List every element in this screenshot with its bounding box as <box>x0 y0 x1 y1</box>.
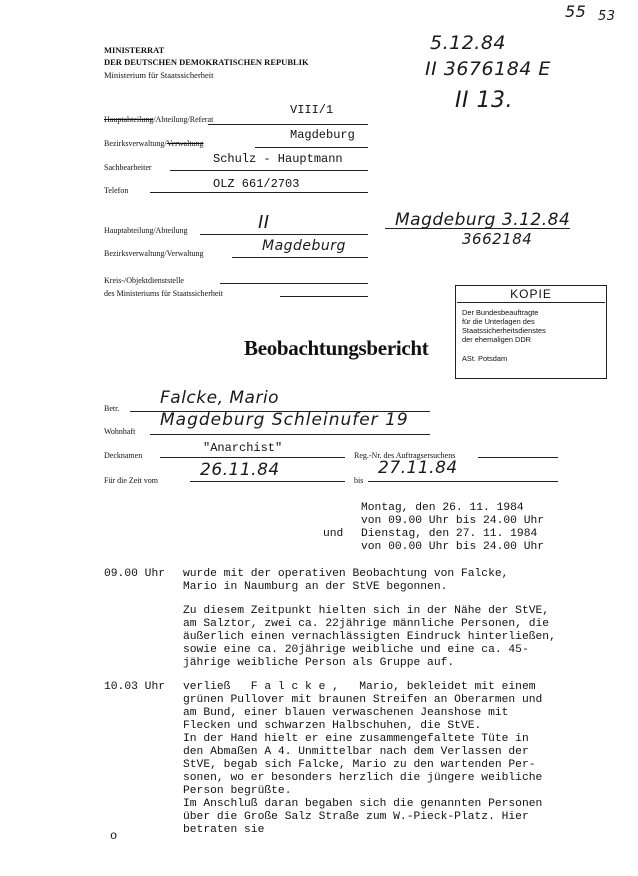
entry-2-line-9: Person begrüßte. <box>183 785 292 797</box>
label-kreisdienststelle: Kreis-/Objektdienststelle <box>104 276 184 285</box>
label-betreff: Betr. <box>104 404 120 413</box>
value-abteilung: VIII/1 <box>290 103 334 117</box>
entry-2-line-8: sonen, wo er besonders herzlich die jüngere weibliche <box>183 772 543 784</box>
period-line-1: Montag, den 26. 11. 1984 <box>361 502 524 514</box>
entry-2-line-3: am Bund, einer blauen verwaschenen Jeanshose mit <box>183 707 509 719</box>
entry-1-line-2: Mario in Naumburg an der StVE begonnen. <box>183 581 448 593</box>
handwritten-address: Magdeburg Schleinufer 19 <box>160 410 409 430</box>
handwritten-date-to: 27.11.84 <box>378 458 458 478</box>
stamp-line-1: Der Bundesbeauftragte <box>462 308 539 317</box>
label-wohnhaft: Wohnhaft <box>104 427 136 436</box>
value-bezirksverwaltung: Magdeburg <box>290 128 355 142</box>
footer-mark: o <box>110 829 118 843</box>
handwritten-bezirk: Magdeburg <box>262 238 346 254</box>
handwritten-number: 3662184 <box>462 230 533 248</box>
label-kreisdienststelle-2: des Ministeriums für Staatssicherheit <box>104 289 223 298</box>
handwritten-city-date: Magdeburg 3.12.84 <box>395 210 571 230</box>
value-deckname: "Anarchist" <box>203 441 283 455</box>
stamp-line-5: ASt. Potsdam <box>462 354 508 363</box>
header-line-2: DER DEUTSCHEN DEMOKRATISCHEN REPUBLIK <box>104 57 309 67</box>
value-telefon: OLZ 661/2703 <box>213 177 300 191</box>
period-line-4: von 00.00 Uhr bis 24.00 Uhr <box>361 541 545 553</box>
header-line-3: Ministerium für Staatssicherheit <box>104 70 214 80</box>
handwritten-subject: Falcke, Mario <box>160 388 280 408</box>
report-title: Beobachtungsbericht <box>244 336 429 360</box>
entry-2-line-6: den Abmaßen A 4. Unmittelbar nach dem Verlassen der <box>183 746 529 758</box>
entry-1-time: 09.00 Uhr <box>104 568 166 580</box>
entry-2-line-5: In der Hand hielt er eine zusammengefaltete Tüte in <box>183 733 529 745</box>
stamp-line-2: für die Unterlagen des <box>462 317 535 326</box>
entry-2-line-4: Flecken und schwarzen Halbschuhen, die StVE. <box>183 720 482 732</box>
label-zeitraum: Für die Zeit vom <box>104 476 158 485</box>
entry-2-line-12: betraten sie <box>183 824 265 836</box>
handwritten-file-number: II 3676184 E <box>425 58 551 80</box>
handwritten-date-from: 26.11.84 <box>200 460 280 480</box>
handwritten-department: II 13. <box>455 88 513 113</box>
label-abteilung: Hauptabteilung/Abteilung/Referat <box>104 115 214 124</box>
entry-1-para-2-line-5: jährige weibliche Person als Gruppe auf. <box>183 657 455 669</box>
entry-1-para-2-line-2: am Salztor, zwei ca. 22jährige männliche Personen, die <box>183 618 550 630</box>
kopie-stamp <box>455 285 607 379</box>
period-line-2: von 09.00 Uhr bis 24.00 Uhr <box>361 515 545 527</box>
header-line-1: MINISTERRAT <box>104 45 165 55</box>
corner-number-1: 55 <box>565 2 587 21</box>
entry-2-line-10: Im Anschluß daran begaben sich die genannten Personen <box>183 798 543 810</box>
entry-2-time: 10.03 Uhr <box>104 681 166 693</box>
label-hauptabteilung: Hauptabteilung/Abteilung <box>104 226 188 235</box>
handwritten-date: 5.12.84 <box>430 32 507 54</box>
label-bis: bis <box>354 476 364 485</box>
handwritten-hauptabteilung: II <box>258 212 270 233</box>
label-bezirksverwaltung: Bezirksverwaltung/Verwaltung <box>104 139 204 148</box>
period-und: und <box>323 528 344 540</box>
entry-1-para-2-line-4: sowie eine ca. 20jährige weibliche und eine ca. 45- <box>183 644 529 656</box>
label-registriernummer: Reg.-Nr. des Auftragsersuchens <box>354 451 456 460</box>
entry-2-line-1: verließ F a l c k e , Mario, bekleidet mit einem <box>183 681 536 693</box>
value-sachbearbeiter: Schulz - Hauptmann <box>213 152 343 166</box>
label-deckname: Decknamen <box>104 451 143 460</box>
entry-1-para-2-line-3: äußerlich einen vernachlässigten Eindruck hinterließen, <box>183 631 556 643</box>
stamp-line-3: Staatssicherheitsdienstes <box>462 326 546 335</box>
entry-1-line-1: wurde mit der operativen Beobachtung von Falcke, <box>183 568 509 580</box>
period-line-3: Dienstag, den 27. 11. 1984 <box>361 528 538 540</box>
entry-2-line-2: grünen Pullover mit braunen Streifen an Oberarmen und <box>183 694 543 706</box>
label-telefon: Telefon <box>104 186 129 195</box>
label-sachbearbeiter: Sachbearbeiter <box>104 163 152 172</box>
label-bezirksverwaltung-2: Bezirksverwaltung/Verwaltung <box>104 249 204 258</box>
entry-2-line-11: über die Große Salz Straße zum W.-Pieck-Platz. Hier <box>183 811 529 823</box>
corner-number-2: 53 <box>598 9 616 24</box>
entry-1-para-2-line-1: Zu diesem Zeitpunkt hielten sich in der Nähe der StVE, <box>183 605 550 617</box>
entry-2-line-7: StVE, begab sich Falcke, Mario zu den wartenden Per- <box>183 759 536 771</box>
stamp-line-4: der ehemaligen DDR <box>462 335 532 344</box>
stamp-title: KOPIE <box>457 287 605 303</box>
